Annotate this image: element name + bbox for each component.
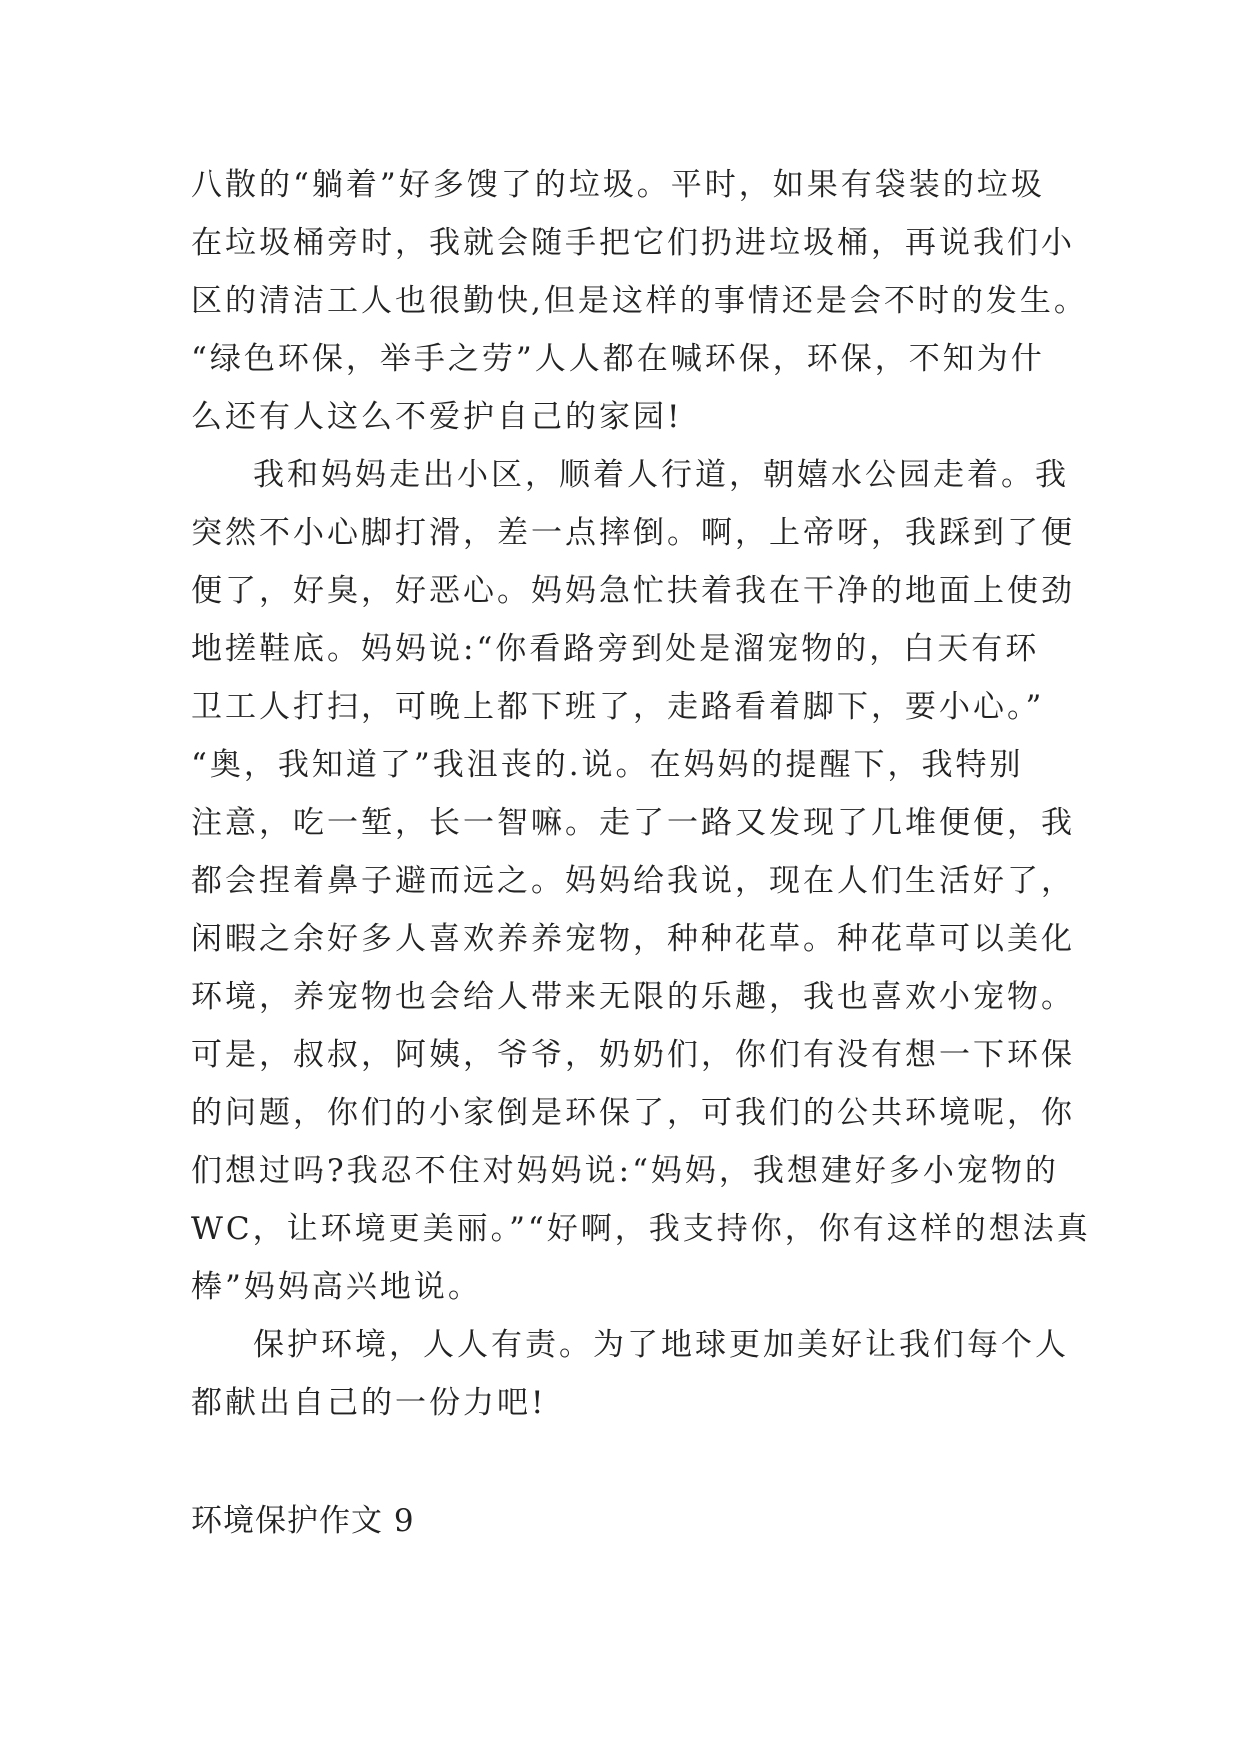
paragraph-start-line: 我和妈妈走出小区，顺着人行道，朝嬉水公园走着。我 xyxy=(253,457,1069,493)
text-line: “奥，我知道了”我沮丧的.说。在妈妈的提醒下，我特别 xyxy=(191,747,1024,783)
text-line: 都献出自己的一份力吧! xyxy=(191,1385,547,1421)
text-line: 区的清洁工人也很勤快,但是这样的事情还是会不时的发生。 xyxy=(191,283,1088,319)
text-line: WC，让环境更美丽。”“好啊，我支持你，你有这样的想法真 xyxy=(191,1211,1091,1247)
text-line: 么还有人这么不爱护自己的家园! xyxy=(191,399,683,435)
text-line: 棒”妈妈高兴地说。 xyxy=(191,1269,482,1305)
text-line: 卫工人打扫，可晚上都下班了，走路看着脚下，要小心。” xyxy=(191,689,1045,725)
text-line: 可是，叔叔，阿姨，爷爷，奶奶们，你们有没有想一下环保 xyxy=(191,1037,1075,1073)
text-line: 八散的“躺着”好多馊了的垃圾。平时，如果有袋装的垃圾 xyxy=(191,167,1045,203)
text-line: 注意，吃一堑，长一智嘛。走了一路又发现了几堆便便，我 xyxy=(191,805,1075,841)
paragraph-start-line: 保护环境，人人有责。为了地球更加美好让我们每个人 xyxy=(253,1327,1069,1363)
text-line: 闲暇之余好多人喜欢养养宠物，种种花草。种花草可以美化 xyxy=(191,921,1075,957)
text-line: 都会捏着鼻子避而远之。妈妈给我说，现在人们生活好了， xyxy=(191,863,1075,899)
text-line: 环境，养宠物也会给人带来无限的乐趣，我也喜欢小宠物。 xyxy=(191,979,1075,1015)
text-line: 们想过吗?我忍不住对妈妈说:“妈妈，我想建好多小宠物的 xyxy=(191,1153,1059,1189)
section-heading: 环境保护作文 9 xyxy=(191,1503,415,1539)
text-line: 便了，好臭，好恶心。妈妈急忙扶着我在干净的地面上使劲 xyxy=(191,573,1075,609)
text-line: 地搓鞋底。妈妈说:“你看路旁到处是溜宠物的，白天有环 xyxy=(191,631,1040,667)
text-line: 在垃圾桶旁时，我就会随手把它们扔进垃圾桶，再说我们小 xyxy=(191,225,1075,261)
text-line: 的问题，你们的小家倒是环保了，可我们的公共环境呢，你 xyxy=(191,1095,1075,1131)
text-line: “绿色环保，举手之劳”人人都在喊环保，环保，不知为什 xyxy=(191,341,1045,377)
text-line: 突然不小心脚打滑，差一点摔倒。啊，上帝呀，我踩到了便 xyxy=(191,515,1075,551)
